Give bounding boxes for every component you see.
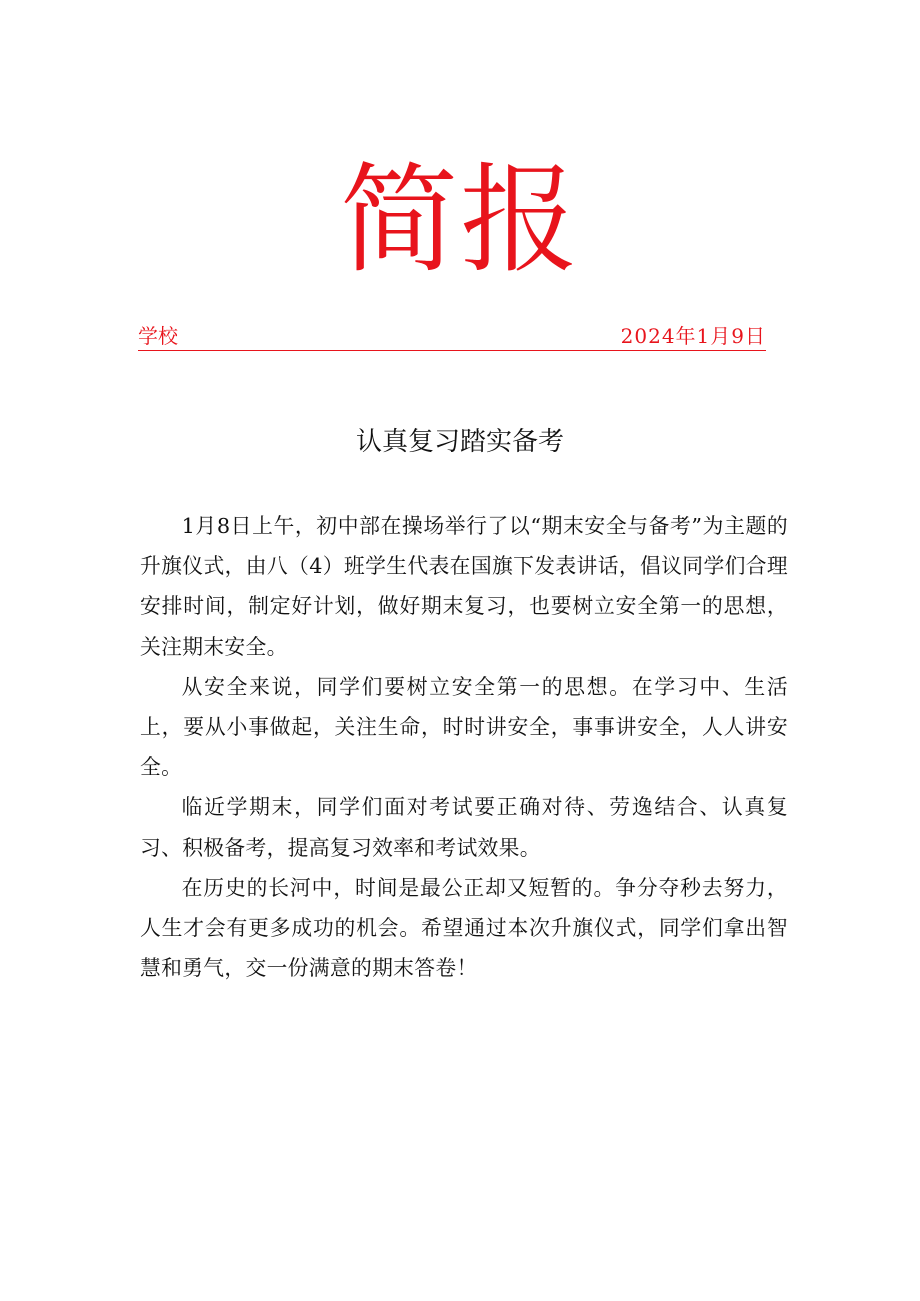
publish-date: 2024年1月9日 <box>620 324 766 348</box>
article-title: 认真复习踏实备考 <box>355 427 564 457</box>
header-line <box>138 322 766 351</box>
school-name: 学校 <box>138 324 178 348</box>
masthead-title: 简报 <box>339 151 580 289</box>
article-paragraph: 临近学期末，同学们面对考试要正确对待、劳逸结合、认真复习、积极备考，提高复习效率和考试效果。 <box>140 795 788 860</box>
article-paragraph: 在历史的长河中，时间是最公正却又短暂的。争分夺秒去努力，人生才会有更多成功的机会。希望通过本次升旗仪式，同学们拿出智慧和勇气，交一份满意的期末答卷！ <box>140 875 788 981</box>
article-paragraph: 1月8日上午，初中部在操场举行了以“期末安全与备考”为主题的升旗仪式，由八（4）班学生代表在国旗下发表讲话，倡议同学们合理安排时间，制定好计划，做好期末复习，也要树立安全第一的思想，关注期末安全。 <box>140 514 788 659</box>
article-body <box>140 506 788 988</box>
article-paragraph: 从安全来说，同学们要树立安全第一的思想。在学习中、生活上，要从小事做起，关注生命，时时讲安全，事事讲安全，人人讲安全。 <box>140 674 788 780</box>
